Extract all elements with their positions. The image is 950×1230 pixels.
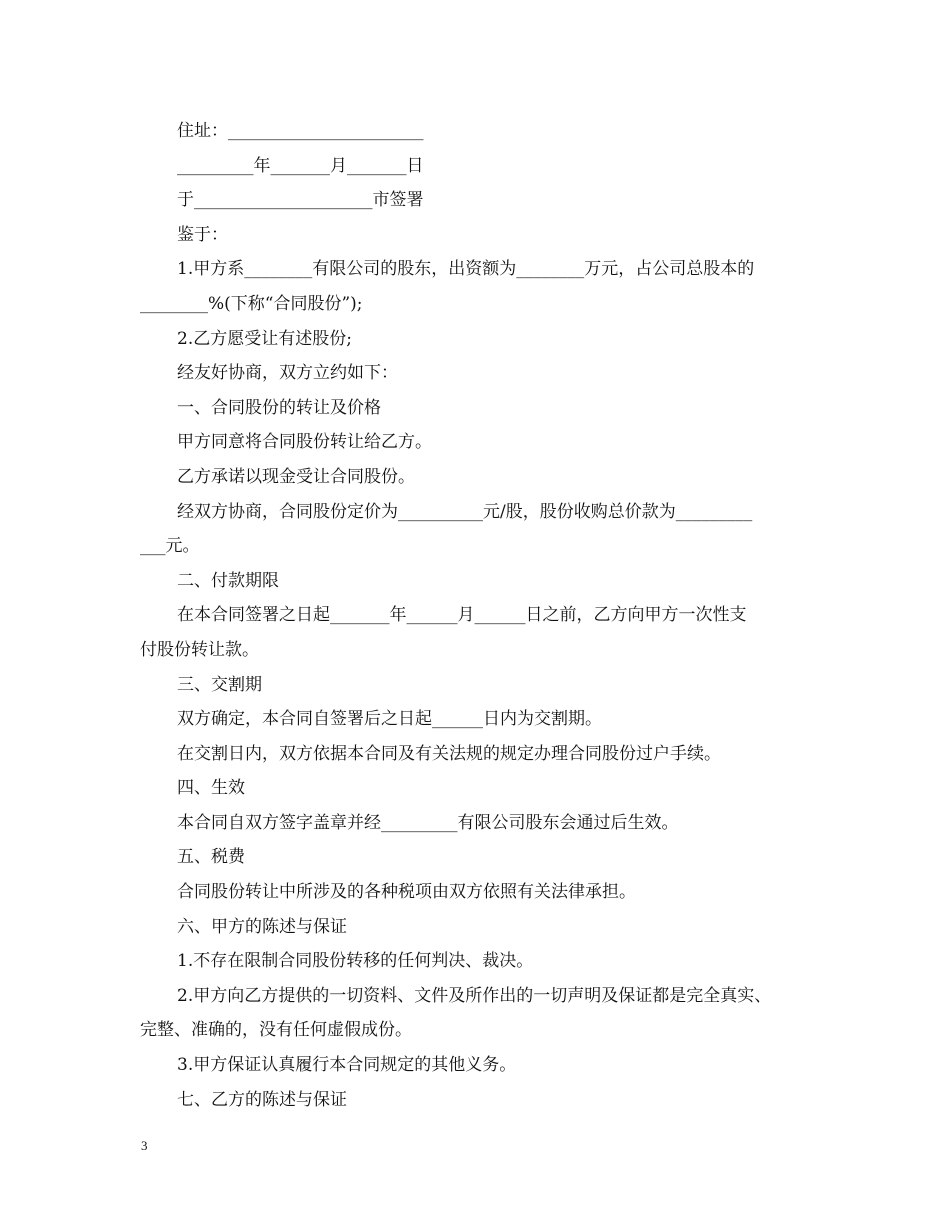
- text-line: 完整、准确的，没有任何虚假成份。: [140, 1020, 412, 1041]
- text-line: 2.甲方向乙方提供的一切资料、文件及所作出的一切声明及保证都是完全真实、: [177, 985, 772, 1006]
- text-line: 乙方承诺以现金受让合同股份。: [177, 466, 415, 487]
- text-line: 2.乙方愿受让有述股份;: [177, 328, 352, 349]
- document-body: [140, 114, 824, 1117]
- text-line: 经友好协商，双方立约如下：: [177, 363, 398, 384]
- text-line: 双方确定，本合同自签署后之日起______日内为交割期。: [177, 709, 602, 730]
- text-line: 经双方协商，合同股份定价为__________元/股，股份收购总价款为_________: [177, 501, 753, 522]
- text-line: 在本合同签署之日起_______年______月______日之前，乙方向甲方一次性支: [177, 605, 747, 626]
- page-number: 3: [141, 1138, 148, 1153]
- text-line: 四、生效: [177, 778, 245, 799]
- text-line: 甲方同意将合同股份转让给乙方。: [177, 432, 432, 453]
- text-line: ________%(下称“合同股份”);: [140, 293, 363, 314]
- text-line: 在交割日内，双方依据本合同及有关法规的规定办理合同股份过户手续。: [177, 743, 721, 764]
- text-line: 二、付款期限: [177, 570, 279, 591]
- text-line: 六、甲方的陈述与保证: [177, 916, 347, 937]
- text-line: 于_____________________市签署: [177, 190, 424, 211]
- text-line: 住址：_______________________: [177, 121, 424, 141]
- text-line: 鉴于：: [177, 224, 228, 245]
- text-line: 本合同自双方签字盖章并经_________有限公司股东会通过后生效。: [177, 812, 679, 833]
- text-line: 1.甲方系________有限公司的股东，出资额为________万元，占公司总股本的: [177, 259, 755, 280]
- text-line: 1.不存在限制合同股份转移的任何判决、裁决。: [177, 951, 534, 972]
- text-line: 合同股份转让中所涉及的各种税项由双方依照有关法律承担。: [177, 882, 636, 903]
- text-line: 付股份转让款。: [140, 639, 259, 660]
- text-line: 一、合同股份的转让及价格: [177, 397, 381, 418]
- text-line: 五、税费: [177, 847, 245, 868]
- text-line: ___元。: [140, 536, 200, 557]
- text-line: 3.甲方保证认真履行本合同规定的其他义务。: [177, 1055, 517, 1076]
- text-line: _________年_______月_______日: [177, 155, 424, 176]
- text-line: 三、交割期: [177, 674, 262, 695]
- text-line: 七、乙方的陈述与保证: [177, 1089, 347, 1110]
